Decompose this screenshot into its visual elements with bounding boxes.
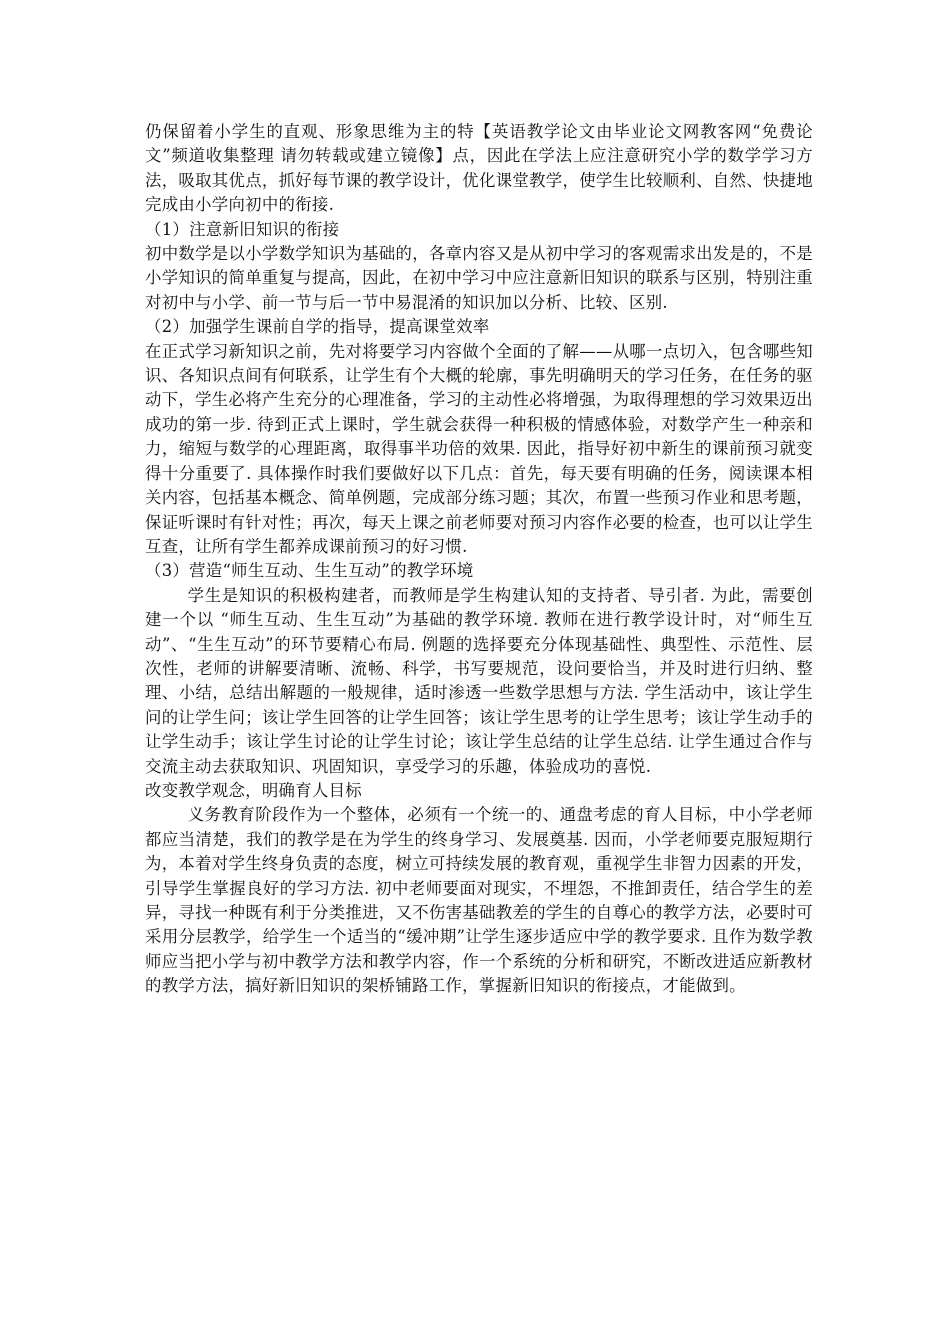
section-heading-3: （3）营造“师生互动、生生互动”的教学环境 (145, 561, 474, 581)
paragraph-4: 义务教育阶段作为一个整体，必须有一个统一的、通盘考虑的育人目标，中小学老师都应当清楚，我们的教学是在为学生的终身学习、发展奠基. 因而，小学老师要克服短期行为，本着对学生终身负责的态度，树立可持续发展的教育观，重视学生非智力因素的开发，引导学生掌握良好的学习方法. 初中老师要面对现实，不埋怨，不推卸责任，结合学生的差异，寻找一种既有利于分类推进，又不伤害基础教差的学生的自尊心的教学方法，必要时可采用分层教学，给学生一个适当的“缓冲期”让学生逐步适应中学的教学要求. 且作为数学教师应当把小学与初中教学方法和教学内容，作一个系统的分析和研究，不断改进适应新教材的教学方法，搞好新旧知识的架桥铺路工作，掌握新旧知识的衔接点，才能做到。 (145, 805, 813, 996)
section-heading-4: 改变教学观念，明确育人目标 (145, 780, 362, 800)
paragraph-2: 在正式学习新知识之前，先对将要学习内容做个全面的了解——从哪一点切入，包含哪些知识、各知识点间有何联系，让学生有个大概的轮廓，事先明确明天的学习任务，在任务的驱动下，学生必将产生充分的心理准备，学习的主动性必将增强，为取得理想的学习效果迈出成功的第一步. 待到正式上课时，学生就会获得一种积极的情感体验，对数学产生一种亲和力，缩短与数学的心理距离，取得事半功倍的效果. 因此，指导好初中新生的课前预习就变得十分重要了. 具体操作时我们要做好以下几点：首先，每天要有明确的任务，阅读课本相关内容，包括基本概念、简单例题，完成部分练习题；其次，布置一些预习作业和思考题，保证听课时有针对性；再次，每天上课之前老师要对预习内容作必要的检查，也可以让学生互查，让所有学生都养成课前预习的好习惯. (145, 341, 813, 556)
paragraph-1: 初中数学是以小学数学知识为基础的，各章内容又是从初中学习的客观需求出发是的，不是小学知识的简单重复与提高，因此，在初中学习中应注意新旧知识的联系与区别，特别注重对初中与小学、前一节与后一节中易混淆的知识加以分析、比较、区别. (145, 244, 813, 312)
section-heading-2: （2）加强学生课前自学的指导，提高课堂效率 (145, 317, 490, 337)
section-heading-1: （1）注意新旧知识的衔接 (145, 219, 340, 239)
paragraph-intro: 仍保留着小学生的直观、形象思维为主的特【英语教学论文由毕业论文网教客网“免费论文”频道收集整理 请勿转载或建立镜像】点，因此在学法上应注意研究小学的数学学习方法，吸取其优点，抓好每节课的教学设计，优化课堂教学，使学生比较顺利、自然、快捷地完成由小学向初中的衔接. (145, 122, 813, 215)
document-page (145, 120, 813, 999)
paragraph-3: 学生是知识的积极构建者，而教师是学生构建认知的支持者、导引者. 为此，需要创建一个以 “师生互动、生生互动”为基础的教学环境. 教师在进行教学设计时，对“师生互动”、“生生互动”的环节要精心布局. 例题的选择要充分体现基础性、典型性、示范性、层次性，老师的讲解要清晰、流畅、科学，书写要规范，设问要恰当，并及时进行归纳、整理、小结，总结出解题的一般规律，适时渗透一些数学思想与方法. 学生活动中，该让学生问的让学生问；该让学生回答的让学生回答；该让学生思考的让学生思考；该让学生动手的让学生动手；该让学生讨论的让学生讨论；该让学生总结的让学生总结. 让学生通过合作与交流主动去获取知识、巩固知识，享受学习的乐趣，体验成功的喜悦. (145, 585, 813, 776)
